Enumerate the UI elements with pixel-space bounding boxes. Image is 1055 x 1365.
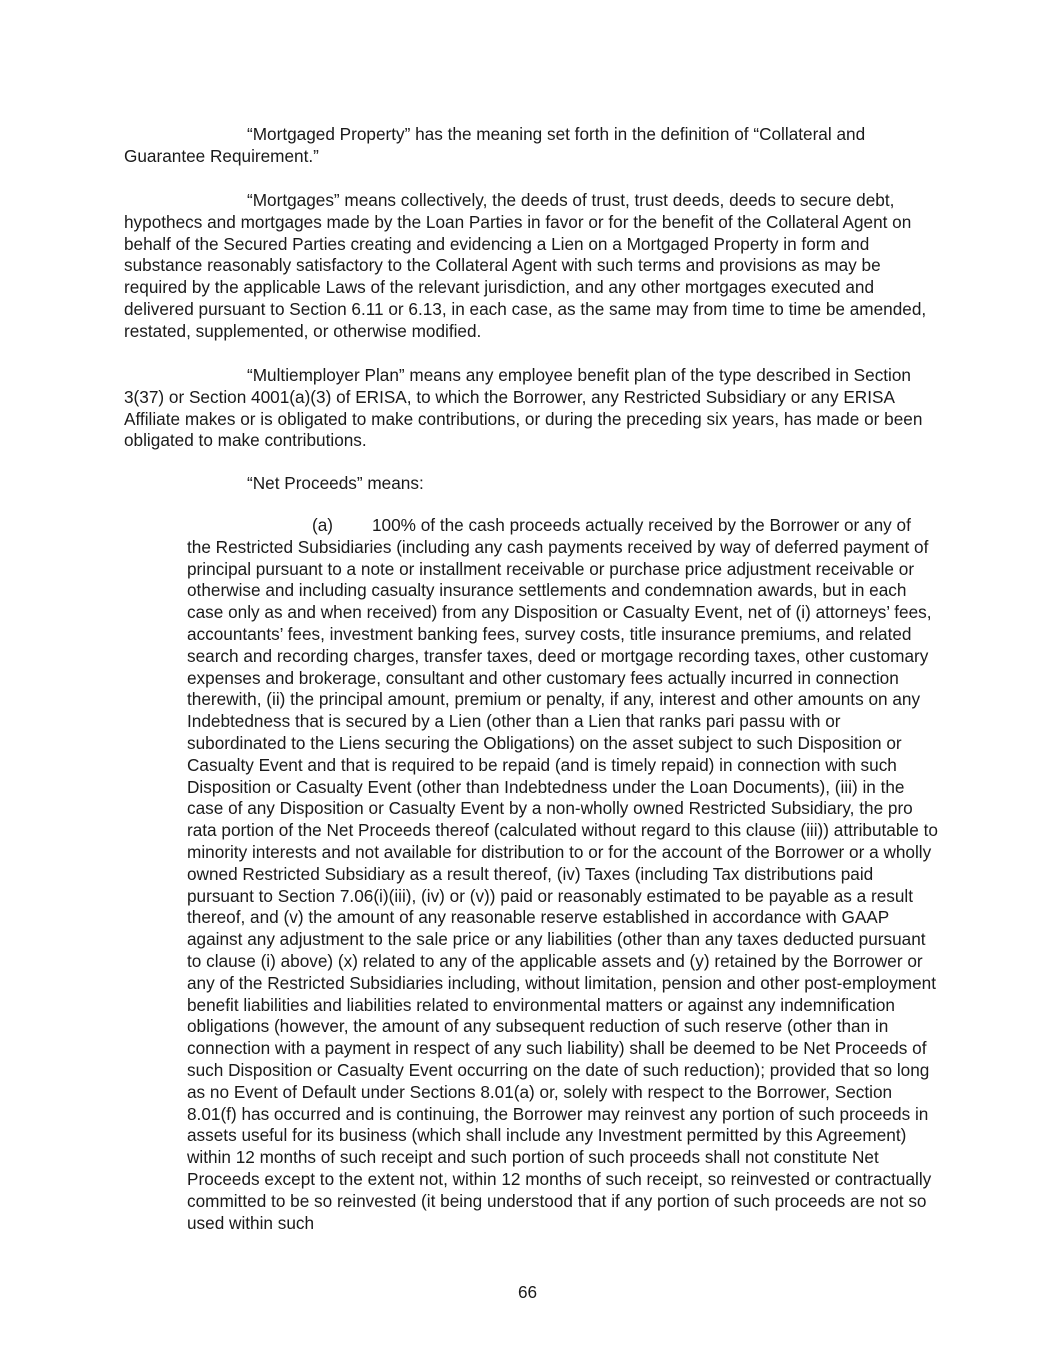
definition-multiemployer-plan: “Multiemployer Plan” means any employee benefit plan of the type described in Section 3(37) or Section 4001(a)(3) of ERISA, to which the Borrower, any Restricted Subsidiary or any ERISA Affiliate makes or is obligated to make contributions, or during the preceding six years, has made or been obligated to make contributions. xyxy=(124,365,923,451)
definition-mortgages: “Mortgages” means collectively, the deeds of trust, trust deeds, deeds to secure debt, hypothecs and mortgages made by the Loan Parties in favor or for the benefit of the Collateral Agent on behalf of the Secured Parties creating and evidencing a Lien on a Mortgaged Property in form and substance reasonably satisfactory to the Collateral Agent with such terms and provisions as may be required by the applicable Laws of the relevant jurisdiction, and any other mortgages executed and delivered pursuant to Section 6.11 or 6.13, in each case, as the same may from time to time be amended, restated, supplemented, or otherwise modified. xyxy=(124,190,927,341)
clause-a-text: 100% of the cash proceeds actually received by the Borrower or any of the Restricted Subsidiaries (including any cash payments received by way of deferred payment of principal pursuant to a note or installment receivable or purchase price adjustment receivable or otherwise and including casualty insurance settlements and condemnation awards, but in each case only as and when received) from any Disposition or Casualty Event, net of (i) attorneys’ fees, accountants’ fees, investment banking fees, survey costs, title insurance premiums, and related search and recording charges, transfer taxes, deed or mortgage recording taxes, other customary expenses and brokerage, consultant and other customary fees actually incurred in connection therewith, (ii) the principal amount, premium or penalty, if any, interest and other amounts on any Indebtedness that is secured by a Lien (other than a Lien that ranks pari passu with or subordinated to the Liens securing the Obligations) on the asset subject to such Disposition or Casualty Event and that is required to be repaid (and is timely repaid) in connection with such Disposition or Casualty Event (other than Indebtedness under the Loan Documents), (iii) in the case of any Disposition or Casualty Event by a non-wholly owned Restricted Subsidiary, the pro rata portion of the Net Proceeds thereof (calculated without regard to this clause (iii)) attributable to minority interests and not available for distribution to or for the account of the Borrower or a wholly owned Restricted Subsidiary as a result thereof, (iv) Taxes (including Tax distributions paid pursuant to Section 7.06(i)(iii), (iv) or (v)) paid or reasonably estimated to be payable as a result thereof, and (v) the amount of any reasonable reserve established in accordance with GAAP against any adjustment to the sale price or any liabilities (other than any taxes deducted pursuant to clause (i) above) (x) related to any of the applicable assets and (y) retained by the Borrower or any of the Restricted Subsidiaries including, without limitation, pension and other post-employment benefit liabilities and liabilities related to environmental matters or against any indemnification obligations (however, the amount of any subsequent reduction of such reserve (other than in connection with a payment in respect of any such liability) shall be deemed to be Net Proceeds of such Disposition or Casualty Event occurring on the date of such reduction); provided that so long as no Event of Default under Sections 8.01(a) or, solely with respect to the Borrower, Section 8.01(f) has occurred and is continuing, the Borrower may reinvest any portion of such proceeds in assets useful for its business (which shall include any Investment permitted by this Agreement) within 12 months of such receipt and such portion of such proceeds shall not constitute Net Proceeds except to the extent not, within 12 months of such receipt, so reinvested or contractually committed to be so reinvested (it being understood that if any portion of such proceeds are not so used within such xyxy=(187,515,938,1233)
clause-a-label: (a) xyxy=(312,515,334,535)
definition-net-proceeds-intro: “Net Proceeds” means: xyxy=(247,473,424,493)
page-number: 66 xyxy=(517,1282,538,1302)
definition-mortgaged-property: “Mortgaged Property” has the meaning set forth in the definition of “Collateral and Guarantee Requirement.” xyxy=(124,124,866,166)
net-proceeds-clause-a xyxy=(187,515,939,1234)
